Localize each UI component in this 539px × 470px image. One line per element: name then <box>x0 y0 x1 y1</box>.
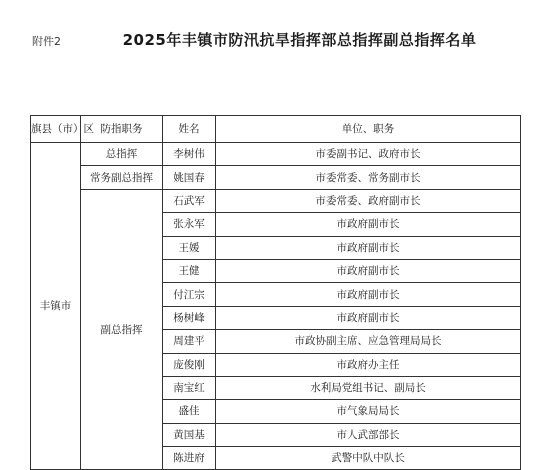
name-cell: 李树伟 <box>163 143 216 166</box>
unit-cell: 市委副书记、政府市长 <box>216 143 521 166</box>
name-cell: 石武军 <box>163 189 216 212</box>
name-cell: 南宝红 <box>163 376 216 399</box>
name-cell: 黄国基 <box>163 423 216 446</box>
duty-cell: 常务副总指挥 <box>81 166 163 189</box>
roster-body <box>31 143 521 470</box>
unit-cell: 武警中队中队长 <box>216 447 521 470</box>
county-cell: 丰镇市 <box>31 143 81 470</box>
table-header-row <box>31 116 521 143</box>
name-cell: 张永军 <box>163 213 216 236</box>
unit-cell: 市政协副主席、应急管理局局长 <box>216 330 521 353</box>
unit-cell: 市政府办主任 <box>216 353 521 376</box>
unit-cell: 市政府副市长 <box>216 236 521 259</box>
unit-cell: 市政府副市长 <box>216 259 521 282</box>
name-cell: 陈进府 <box>163 447 216 470</box>
unit-cell: 市气象局局长 <box>216 400 521 423</box>
name-cell: 王健 <box>163 259 216 282</box>
annex-label: 附件2 <box>32 35 61 48</box>
name-cell: 王媛 <box>163 236 216 259</box>
header-county: 旗县（市）区 <box>31 116 81 143</box>
duty-cell: 副总指挥 <box>81 189 163 470</box>
header-name: 姓名 <box>163 116 216 143</box>
unit-cell: 市政府副市长 <box>216 213 521 236</box>
table-row <box>31 189 521 212</box>
duty-cell: 总指挥 <box>81 143 163 166</box>
unit-cell: 市委常委、政府副市长 <box>216 189 521 212</box>
unit-cell: 市政府副市长 <box>216 306 521 329</box>
name-cell: 杨树峰 <box>163 306 216 329</box>
header-unit: 单位、职务 <box>216 116 521 143</box>
name-cell: 庞俊刚 <box>163 353 216 376</box>
unit-cell: 市人武部部长 <box>216 423 521 446</box>
name-cell: 周建平 <box>163 330 216 353</box>
document-title: 2025年丰镇市防汛抗旱指挥部总指挥副总指挥名单 <box>122 31 477 49</box>
name-cell: 付江宗 <box>163 283 216 306</box>
name-cell: 盛佳 <box>163 400 216 423</box>
roster-table <box>30 115 521 470</box>
name-cell: 姚国春 <box>163 166 216 189</box>
table-row <box>31 143 521 166</box>
header-duty: 防指职务 <box>81 116 163 143</box>
unit-cell: 市委常委、常务副市长 <box>216 166 521 189</box>
table-row <box>31 166 521 189</box>
unit-cell: 市政府副市长 <box>216 283 521 306</box>
unit-cell: 水利局党组书记、副局长 <box>216 376 521 399</box>
